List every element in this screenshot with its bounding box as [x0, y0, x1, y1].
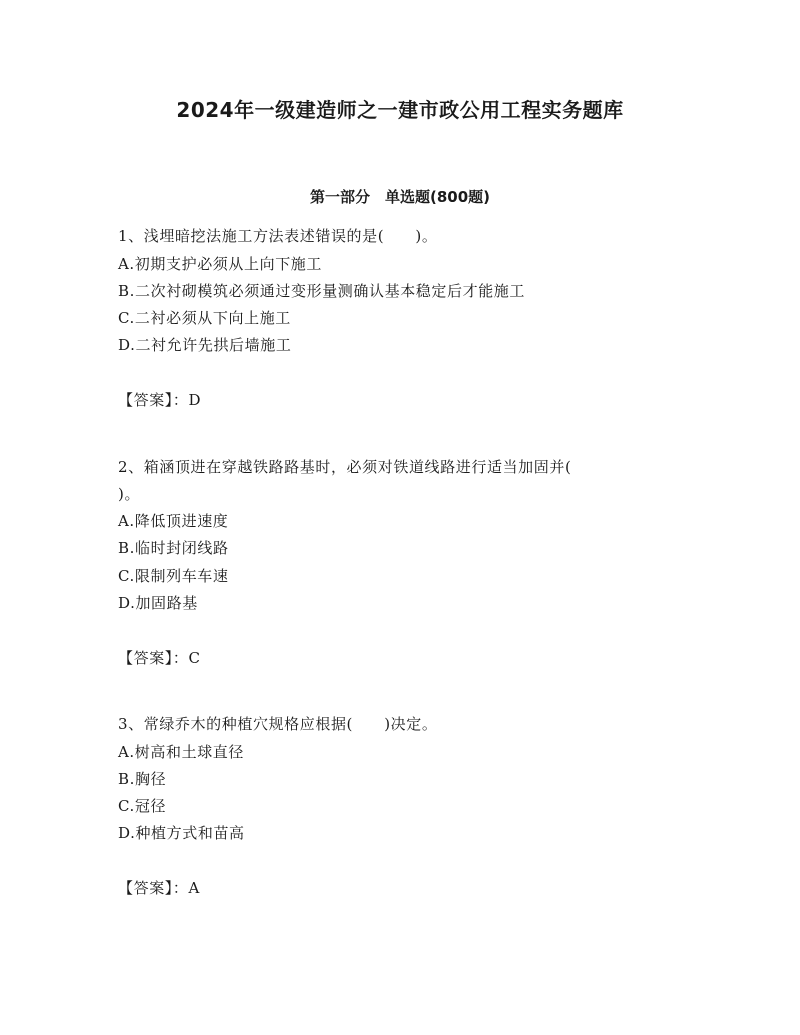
question-1-option-c: C.二衬必须从下向上施工 — [118, 309, 291, 327]
question-3-option-c: C.冠径 — [118, 797, 167, 815]
question-3-option-d: D.种植方式和苗高 — [118, 824, 245, 842]
answer-value: C — [188, 649, 201, 667]
question-2-option-d: D.加固路基 — [118, 594, 198, 612]
question-1-option-b: B.二次衬砌模筑必须通过变形量测确认基本稳定后才能施工 — [118, 282, 525, 300]
answer-label: 【答案】： — [118, 879, 189, 897]
answer-value: A — [188, 879, 200, 897]
question-1-option-a: A.初期支护必须从上向下施工 — [118, 255, 323, 273]
question-2-option-b: B.临时封闭线路 — [118, 539, 229, 557]
question-2-stem: 2、箱涵顶进在穿越铁路路基时，必须对铁道线路进行适当加固并( — [118, 458, 572, 476]
question-1-option-d: D.二衬允许先拱后墙施工 — [118, 336, 292, 354]
question-3-stem: 3、常绿乔木的种植穴规格应根据( )决定。 — [118, 715, 438, 733]
question-3-option-b: B.胸径 — [118, 770, 167, 788]
question-3-option-a: A.树高和土球直径 — [118, 743, 245, 761]
answer-label: 【答案】： — [118, 649, 189, 667]
question-2-stem-cont: )。 — [118, 485, 141, 503]
section-title: 第一部分 单选题(800题) — [309, 188, 491, 206]
question-2-answer — [118, 648, 201, 668]
answer-value: D — [188, 391, 202, 409]
question-2-option-c: C.限制列车车速 — [118, 567, 229, 585]
question-3-answer — [118, 878, 200, 898]
question-2-option-a: A.降低顶进速度 — [118, 512, 229, 530]
question-1-stem: 1、浅埋暗挖法施工方法表述错误的是( )。 — [118, 227, 438, 245]
document-title: 2024年一级建造师之一建市政公用工程实务题库 — [176, 98, 624, 122]
question-1-answer — [118, 390, 201, 410]
answer-label: 【答案】： — [118, 391, 189, 409]
